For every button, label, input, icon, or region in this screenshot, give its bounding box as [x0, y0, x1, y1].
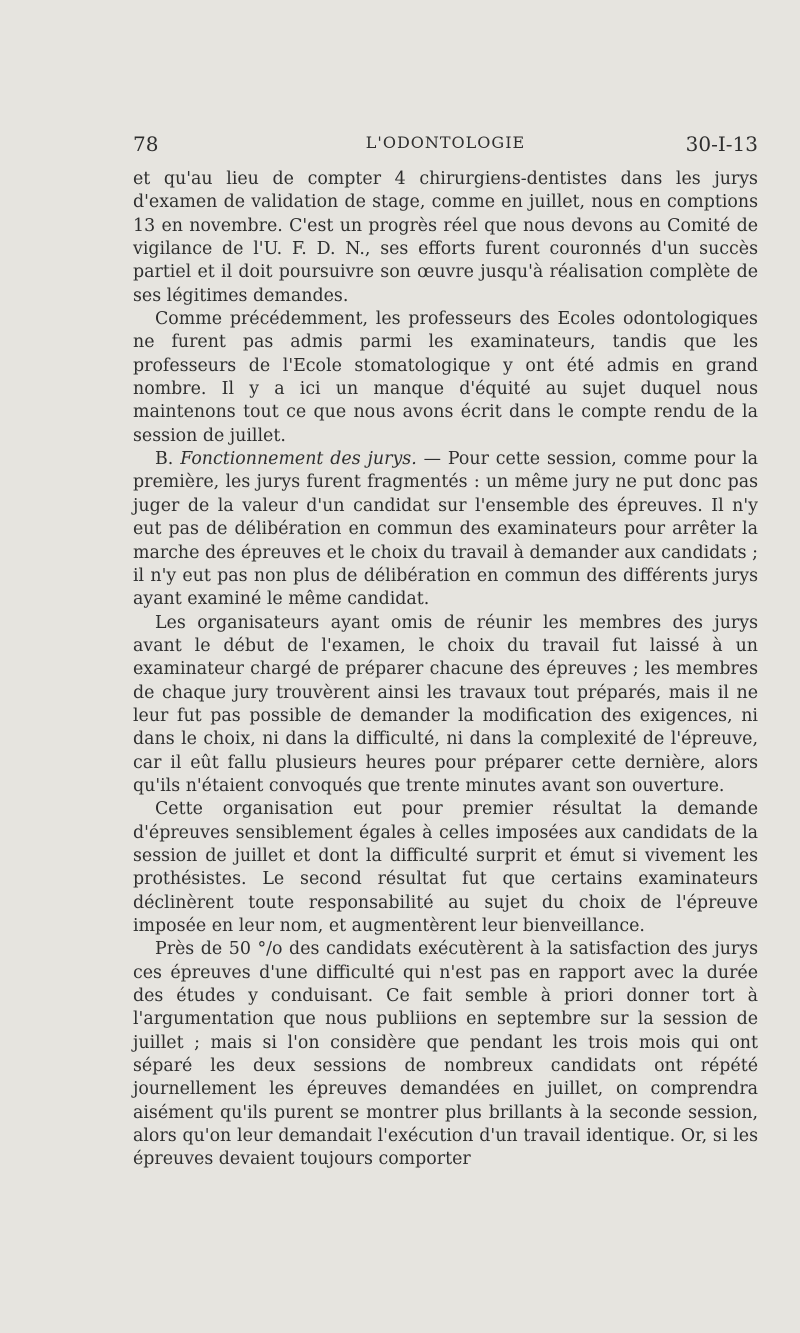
paragraph-continuation: et qu'au lieu de compter 4 chirurgiens-dentistes dans les jurys d'examen de validation de stage, comme en juillet, nous en comptions 13 en novembre. C'est un progrès réel que nous devons au Comité de vigilance de l'U. F. D. N., ses efforts furent couronnés d'un succès partiel et il doit poursuivre son œuvre jusqu'à réalisation complète de ses légitimes demandes. [133, 169, 758, 306]
section-marker: B. [155, 449, 174, 470]
page-number: 78 [133, 132, 159, 156]
paragraph: Comme précédemment, les professeurs des Ecoles odontologiques ne furent pas admis parmi les examinateurs, tandis que les professeurs de l'Ecole stomatologique y ont été admis en grand nombre. Il y a ici un manque d'équité au sujet duquel nous maintenons tout ce que nous avons écrit dans le compte rendu de la session de juillet. [133, 309, 758, 446]
body-text [133, 168, 758, 1172]
paragraph: Les organisateurs ayant omis de réunir les membres des jurys avant le début de l'examen, le choix du travail fut laissé à un examinateur chargé de préparer chacune des épreuves ; les membres de chaque jury trouvèrent ainsi les travaux tout préparés, mais il ne leur fut pas possible de demander la modification des exigences, ni dans le choix, ni dans la difficulté, ni dans la complexité de l'épreuve, car il eût fallu plusieurs heures pour préparer cette dernière, alors qu'ils n'étaient convoqués que trente minutes avant son ouverture. [133, 612, 758, 796]
running-header [133, 132, 758, 156]
issue-date: 30-I-13 [685, 132, 758, 156]
journal-title: L'ODONTOLOGIE [365, 133, 526, 152]
paragraph: Cette organisation eut pour premier résultat la demande d'épreuves sensiblement égales à celles imposées aux candidats de la session de juillet et dont la difficulté surprit et émut si vivement les prothésistes. Le second résultat fut que certains examinateurs déclinèrent toute responsabilité au sujet du choix de l'épreuve imposée en leur nom, et augmentèrent leur bienveillance. [133, 799, 758, 936]
section-title: Fonctionnement des jurys. [180, 449, 417, 470]
section-b-paragraph [133, 448, 758, 611]
section-text: — Pour cette session, comme pour la première, les jurys furent fragmentés : un même jury ne put donc pas juger de la valeur d'un candidat sur l'ensemble des épreuves. Il n'y eut pas de délibération en commun des examinateurs pour arrêter la marche des épreuves et le choix du travail à demander aux candidats ; il n'y eut pas non plus de délibération en commun des différents jurys ayant examiné le même candidat. [133, 449, 758, 610]
paragraph: Près de 50 °/o des candidats exécutèrent à la satisfaction des jurys ces épreuves d'une difficulté qui n'est pas en rapport avec la durée des études y conduisant. Ce fait semble à priori donner tort à l'argumentation que nous publiions en septembre sur la session de juillet ; mais si l'on considère que pendant les trois mois qui ont séparé les deux sessions de nombreux candidats ont répété journellement les épreuves demandées en juillet, on comprendra aisément qu'ils purent se montrer plus brillants à la seconde session, alors qu'on leur demandait l'exécution d'un travail identique. Or, si les épreuves devaient toujours comporter [133, 939, 758, 1170]
